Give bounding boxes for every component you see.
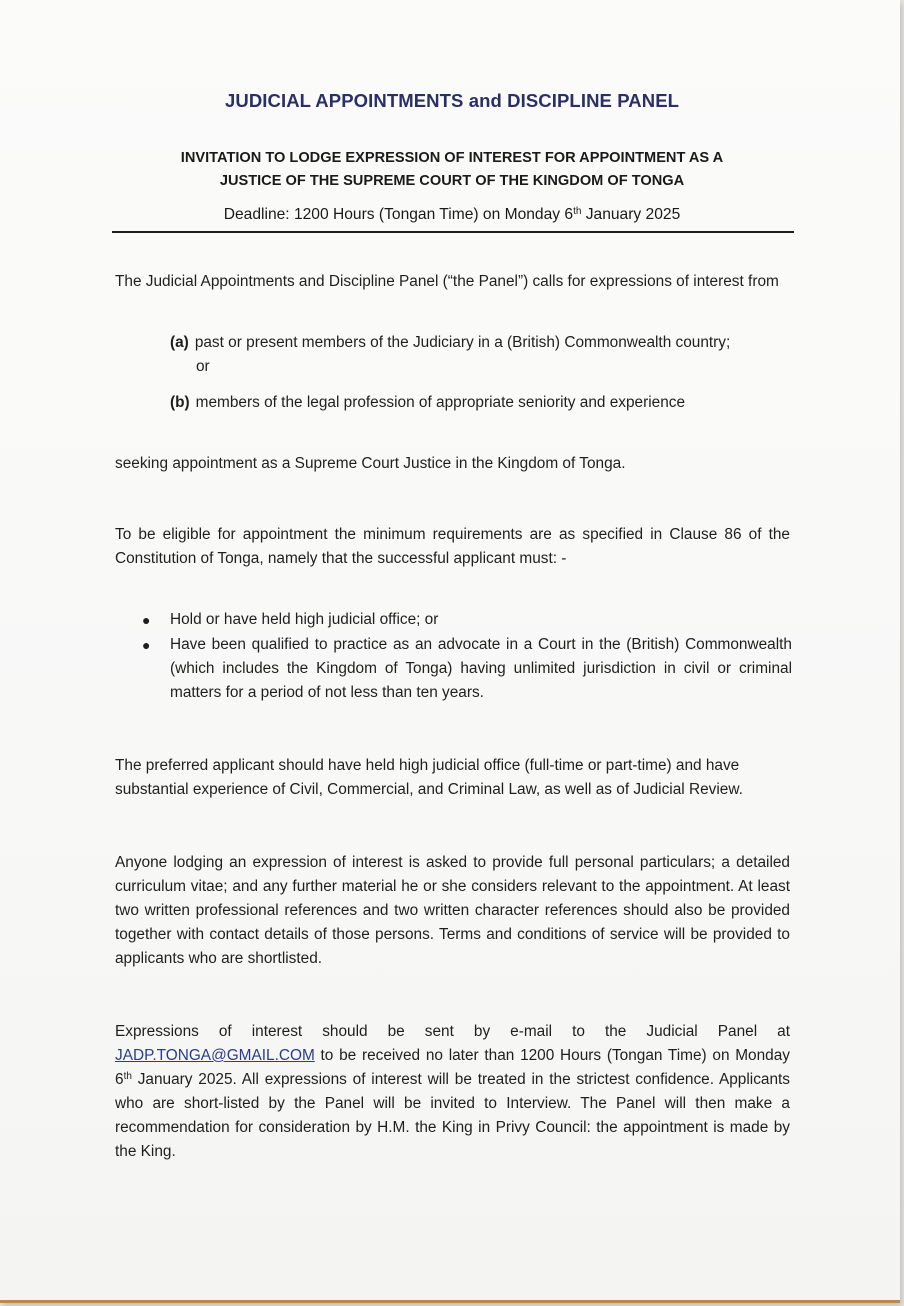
eligibility-bullet-1 [142, 608, 792, 632]
deadline-ordinal: th [573, 206, 582, 217]
deadline-text: Deadline: 1200 Hours (Tongan Time) on Monday 6 [223, 206, 574, 223]
lodging-paragraph: Anyone lodging an expression of interest is asked to provide full personal particulars; a detailed curriculum vitae; and any further material he or she considers relevant to the appointment. At least two written professional references and two written character references should also be provided together with contact details of those persons. Terms and conditions of service will be provided to applicants who are shortlisted. [115, 854, 790, 967]
list-marker-a: (a) [170, 334, 189, 351]
list-item-a [170, 331, 810, 379]
deadline-line [0, 206, 904, 224]
subtitle-line-1: INVITATION TO LODGE EXPRESSION OF INTEREST FOR APPOINTMENT AS A [180, 150, 724, 166]
eligibility-bullet-2 [142, 633, 792, 705]
subtitle-line-2: JUSTICE OF THE SUPREME COURT OF THE KINGDOM OF TONGA [219, 173, 685, 189]
intro-closing: seeking appointment as a Supreme Court Justice in the Kingdom of Tonga. [115, 455, 626, 472]
deadline-text-end: January 2025 [581, 206, 681, 223]
submission-text-start: Expressions of interest should be sent by e-mail to the Judicial Panel at [115, 1023, 790, 1040]
email-link[interactable]: JADP.TONGA@GMAIL.COM [115, 1047, 315, 1064]
document-title: JUDICIAL APPOINTMENTS and DISCIPLINE PANEL [224, 90, 680, 111]
header-divider [112, 231, 794, 233]
list-text-a: past or present members of the Judiciary in a (British) Commonwealth country; [194, 334, 731, 351]
submission-text-end: January 2025. All expressions of interest will be treated in the strictest confidence. Applicants who are short-listed by the Panel will be invited to Interview. The Panel will then make a recommendation for consideration by H.M. the King in Privy Council: the appointment is made by the King. [115, 1071, 790, 1160]
bullet-dot-icon: ● [142, 637, 151, 653]
intro-paragraph: The Judicial Appointments and Discipline Panel (“the Panel”) calls for expressions of interest from [115, 273, 779, 290]
list-marker-b: (b) [170, 394, 190, 411]
list-text-b: members of the legal profession of appropriate seniority and experience [195, 394, 686, 411]
submission-ordinal: th [123, 1071, 132, 1082]
submission-text-middle: to be received no later than 1200 Hours (Tongan Time) on Monday 6 [115, 1047, 790, 1088]
eligibility-paragraph: To be eligible for appointment the minimum requirements are as specified in Clause 86 of the Constitution of Tonga, namely that the successful applicant must: - [115, 526, 790, 567]
submission-paragraph [115, 1020, 790, 1164]
list-text-a-continued: or [196, 358, 210, 375]
bullet-text-1: Hold or have held high judicial office; or [170, 611, 439, 628]
bullet-text-2: Have been qualified to practice as an advocate in a Court in the (British) Commonwealth (which includes the Kingdom of Tonga) having unlimited jurisdiction in civil or criminal matters for a period of not less than ten years. [170, 636, 792, 701]
document-subtitle [0, 147, 904, 193]
bullet-dot-icon: ● [142, 612, 151, 628]
list-item-b [170, 391, 810, 415]
preferred-paragraph: The preferred applicant should have held high judicial office (full-time or part-time) and have substantial experience of Civil, Commercial, and Criminal Law, as well as of Judicial Review. [115, 757, 743, 798]
